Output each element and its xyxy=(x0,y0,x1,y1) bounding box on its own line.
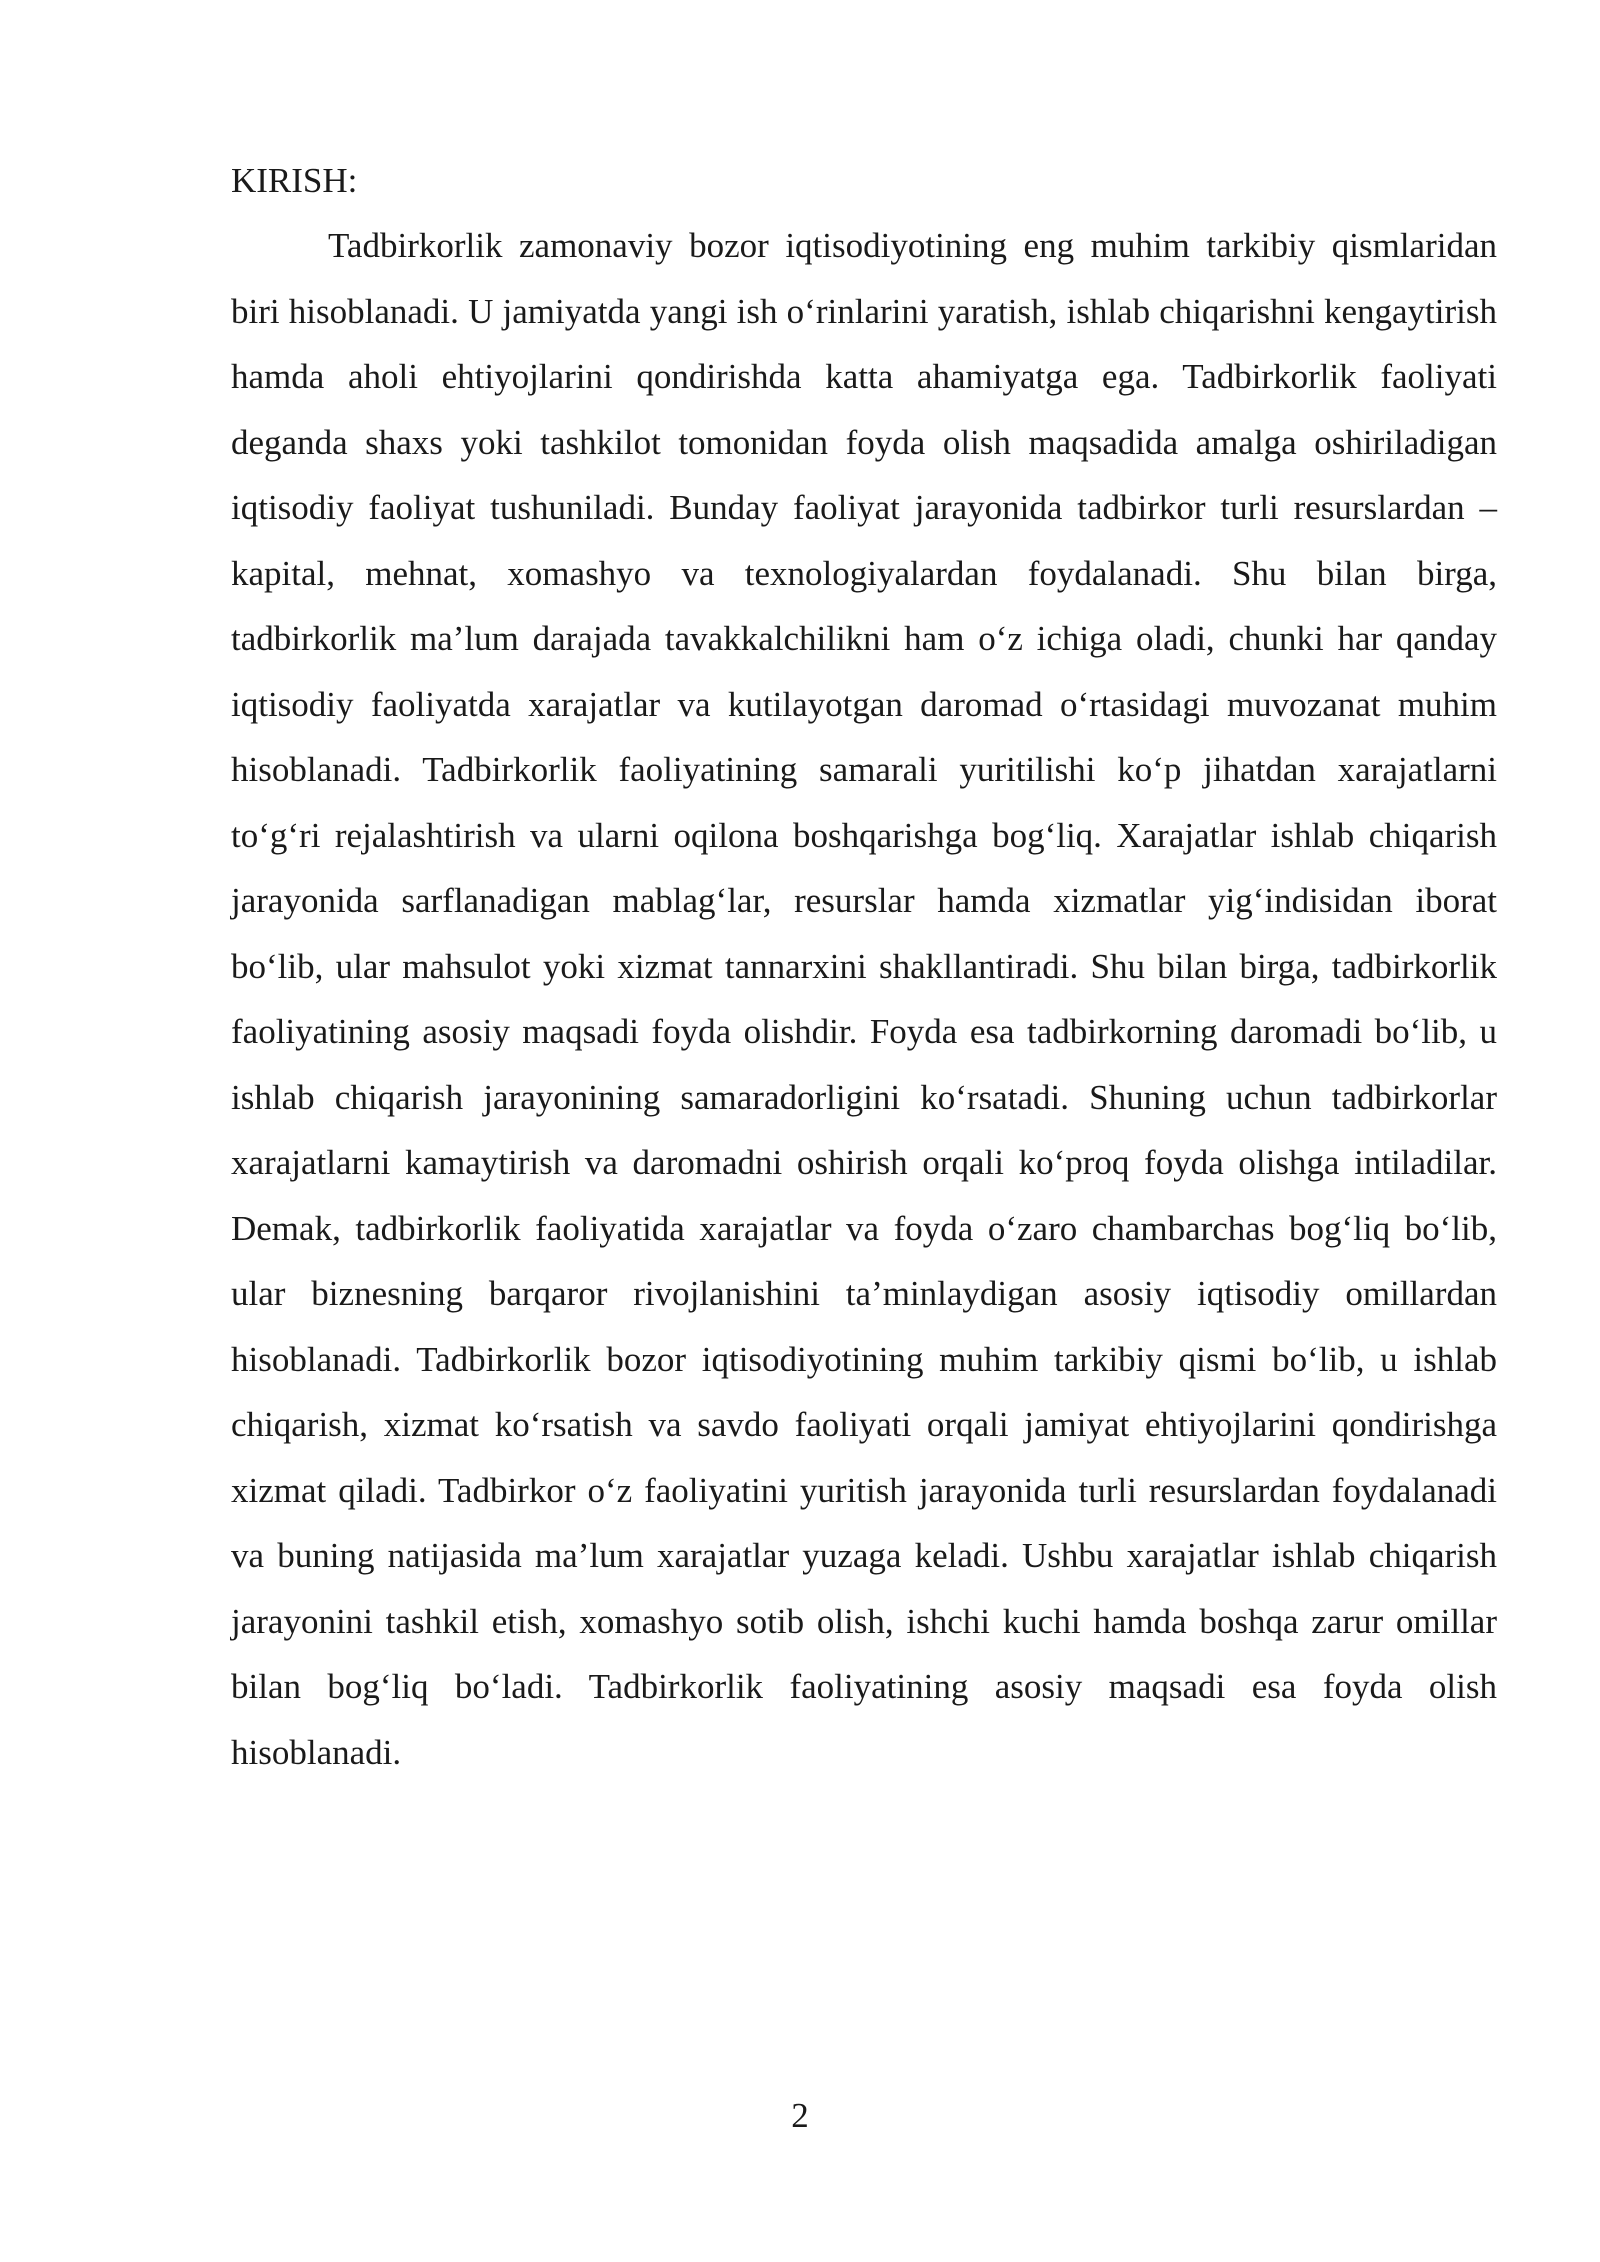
section-heading: KIRISH: xyxy=(231,161,358,200)
body-paragraph: Tadbirkorlik zamonaviy bozor iqtisodiyotining eng muhim tarkibiy qismlaridan biri hisoblanadi. U jamiyatda yangi ish o‘rinlarini yaratish, ishlab chiqarishni kengaytirish hamda aholi ehtiyojlarini qondirishda katta ahamiyatga ega. Tadbirkorlik faoliyati deganda shaxs yoki tashkilot tomonidan foyda olish maqsadida amalga oshiriladigan iqtisodiy faoliyat tushuniladi. Bunday faoliyat jarayonida tadbirkor turli resurslardan – kapital, mehnat, xomashyo va texnologiyalardan foydalanadi. Shu bilan birga, tadbirkorlik ma’lum darajada tavakkalchilikni ham o‘z ichiga oladi, chunki har qanday iqtisodiy faoliyatda xarajatlar va kutilayotgan daromad o‘rtasidagi muvozanat muhim hisoblanadi. Tadbirkorlik faoliyatining samarali yuritilishi ko‘p jihatdan xarajatlarni to‘g‘ri rejalashtirish va ularni oqilona boshqarishga bog‘liq. Xarajatlar ishlab chiqarish jarayonida sarflanadigan mablag‘lar, resurslar hamda xizmatlar yig‘indisidan iborat bo‘lib, ular mahsulot yoki xizmat tannarxini shakllantiradi. Shu bilan birga, tadbirkorlik faoliyatining asosiy maqsadi foyda olishdir. Foyda esa tadbirkorning daromadi bo‘lib, u ishlab chiqarish jarayonining samaradorligini ko‘rsatadi. Shuning uchun tadbirkorlar xarajatlarni kamaytirish va daromadni oshirish orqali ko‘proq foyda olishga intiladilar. Demak, tadbirkorlik faoliyatida xarajatlar va foyda o‘zaro chambarchas bog‘liq bo‘lib, ular biznesning barqaror rivojlanishini ta’minlaydigan asosiy iqtisodiy omillardan hisoblanadi. Tadbirkorlik bozor iqtisodiyotining muhim tarkibiy qismi bo‘lib, u ishlab chiqarish, xizmat ko‘rsatish va savdo faoliyati orqali jamiyat ehtiyojlarini qondirishga xizmat qiladi. Tadbirkor o‘z faoliyatini yuritish jarayonida turli resurslardan foydalanadi va buning natijasida ma’lum xarajatlar yuzaga keladi. Ushbu xarajatlar ishlab chiqarish jarayonini tashkil etish, xomashyo sotib olish, ishchi kuchi hamda boshqa zarur omillar bilan bog‘liq bo‘ladi. Tadbirkorlik faoliyatining asosiy maqsadi esa foyda olish hisoblanadi. xyxy=(231,226,1497,1772)
page-content xyxy=(231,148,1497,1785)
page-number: 2 xyxy=(791,2096,809,2135)
